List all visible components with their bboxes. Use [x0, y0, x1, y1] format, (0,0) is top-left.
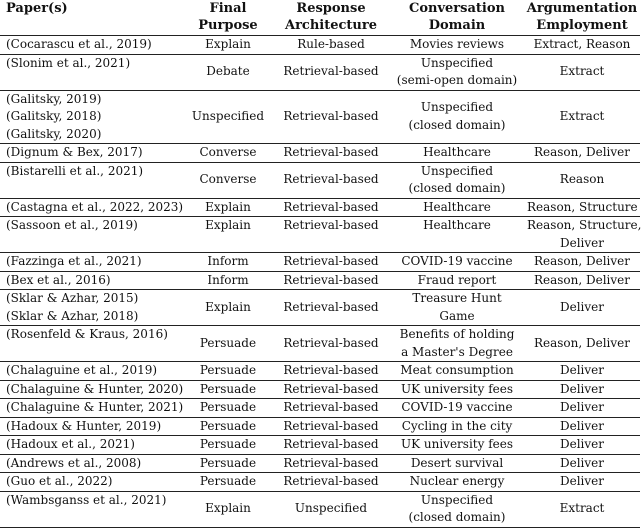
architecture-cell: Retrieval-based	[272, 162, 390, 198]
purpose-cell: Persuade	[184, 362, 272, 381]
architecture-cell: Retrieval-based	[272, 436, 390, 455]
architecture-cell: Retrieval-based	[272, 271, 390, 290]
employment-cell: Reason, Structure, Deliver	[524, 217, 640, 253]
employment-cell: Reason	[524, 162, 640, 198]
domain-cell: Unspecified (closed domain)	[390, 90, 524, 144]
employment-cell: Deliver	[524, 380, 640, 399]
employment-cell: Deliver	[524, 362, 640, 381]
employment-cell: Deliver	[524, 399, 640, 418]
paper-cell: (Chalaguine & Hunter, 2021)	[0, 399, 184, 418]
architecture-cell: Retrieval-based	[272, 54, 390, 90]
architecture-cell: Retrieval-based	[272, 290, 390, 326]
header-row	[0, 0, 640, 36]
employment-cell: Deliver	[524, 436, 640, 455]
employment-cell: Reason, Deliver	[524, 144, 640, 163]
paper-cell: (Wambsganss et al., 2021)	[0, 491, 184, 527]
architecture-cell: Unspecified	[272, 491, 390, 527]
employment-cell: Deliver	[524, 417, 640, 436]
purpose-cell: Explain	[184, 198, 272, 217]
architecture-cell: Retrieval-based	[272, 144, 390, 163]
employment-cell: Deliver	[524, 473, 640, 492]
architecture-cell: Rule-based	[272, 36, 390, 55]
domain-cell: UK university fees	[390, 436, 524, 455]
header-paper: Paper(s)	[0, 0, 184, 36]
purpose-cell: Persuade	[184, 380, 272, 399]
paper-cell: (Hadoux et al., 2021)	[0, 436, 184, 455]
purpose-cell: Persuade	[184, 417, 272, 436]
paper-cell: (Sassoon et al., 2019)	[0, 217, 184, 253]
architecture-cell: Retrieval-based	[272, 399, 390, 418]
purpose-cell: Inform	[184, 253, 272, 272]
purpose-cell: Explain	[184, 491, 272, 527]
table-row	[0, 326, 640, 362]
table-row	[0, 162, 640, 198]
header-final-purpose: Final Purpose	[184, 0, 272, 36]
domain-cell: Meat consumption	[390, 362, 524, 381]
table-row	[0, 399, 640, 418]
architecture-cell: Retrieval-based	[272, 198, 390, 217]
header-response-architecture: Response Architecture	[272, 0, 390, 36]
architecture-cell: Retrieval-based	[272, 380, 390, 399]
paper-cell: (Chalaguine & Hunter, 2020)	[0, 380, 184, 399]
domain-cell: Healthcare	[390, 198, 524, 217]
paper-cell: (Andrews et al., 2008)	[0, 454, 184, 473]
employment-cell: Extract	[524, 90, 640, 144]
purpose-cell: Debate	[184, 54, 272, 90]
table-row	[0, 290, 640, 326]
domain-cell: Unspecified (closed domain)	[390, 491, 524, 527]
purpose-cell: Persuade	[184, 399, 272, 418]
paper-cell: (Sklar & Azhar, 2015) (Sklar & Azhar, 2018)	[0, 290, 184, 326]
architecture-cell: Retrieval-based	[272, 90, 390, 144]
domain-cell: Healthcare	[390, 144, 524, 163]
architecture-cell: Retrieval-based	[272, 326, 390, 362]
purpose-cell: Explain	[184, 36, 272, 55]
paper-cell: (Fazzinga et al., 2021)	[0, 253, 184, 272]
employment-cell: Reason, Deliver	[524, 253, 640, 272]
architecture-cell: Retrieval-based	[272, 253, 390, 272]
paper-cell: (Chalaguine et al., 2019)	[0, 362, 184, 381]
purpose-cell: Converse	[184, 144, 272, 163]
domain-cell: Unspecified (closed domain)	[390, 162, 524, 198]
purpose-cell: Unspecified	[184, 90, 272, 144]
table-row	[0, 362, 640, 381]
table-row	[0, 380, 640, 399]
table-row	[0, 36, 640, 55]
domain-cell: Cycling in the city	[390, 417, 524, 436]
domain-cell: COVID-19 vaccine	[390, 399, 524, 418]
header-conversation-domain: Conversation Domain	[390, 0, 524, 36]
paper-cell: (Dignum & Bex, 2017)	[0, 144, 184, 163]
paper-cell: (Galitsky, 2019) (Galitsky, 2018) (Galitsky, 2020)	[0, 90, 184, 144]
purpose-cell: Converse	[184, 162, 272, 198]
table-row	[0, 436, 640, 455]
paper-cell: (Rosenfeld & Kraus, 2016)	[0, 326, 184, 362]
employment-cell: Reason, Deliver	[524, 271, 640, 290]
purpose-cell: Explain	[184, 217, 272, 253]
domain-cell: Nuclear energy	[390, 473, 524, 492]
paper-cell: (Bistarelli et al., 2021)	[0, 162, 184, 198]
purpose-cell: Inform	[184, 271, 272, 290]
architecture-cell: Retrieval-based	[272, 417, 390, 436]
paper-cell: (Hadoux & Hunter, 2019)	[0, 417, 184, 436]
paper-cell: (Slonim et al., 2021)	[0, 54, 184, 90]
architecture-cell: Retrieval-based	[272, 217, 390, 253]
employment-cell: Deliver	[524, 454, 640, 473]
purpose-cell: Persuade	[184, 473, 272, 492]
employment-cell: Extract	[524, 491, 640, 527]
employment-cell: Deliver	[524, 290, 640, 326]
domain-cell: Movies reviews	[390, 36, 524, 55]
domain-cell: Healthcare	[390, 217, 524, 253]
domain-cell: Treasure Hunt Game	[390, 290, 524, 326]
employment-cell: Reason, Structure	[524, 198, 640, 217]
paper-cell: (Castagna et al., 2022, 2023)	[0, 198, 184, 217]
table-row	[0, 491, 640, 527]
header-argumentation-employment: Argumentation Employment	[524, 0, 640, 36]
architecture-cell: Retrieval-based	[272, 454, 390, 473]
table-row	[0, 144, 640, 163]
employment-cell: Extract	[524, 54, 640, 90]
paper-cell: (Cocarascu et al., 2019)	[0, 36, 184, 55]
table-row	[0, 473, 640, 492]
paper-cell: (Guo et al., 2022)	[0, 473, 184, 492]
table-row	[0, 271, 640, 290]
purpose-cell: Persuade	[184, 326, 272, 362]
table-row	[0, 417, 640, 436]
table-row	[0, 90, 640, 144]
architecture-cell: Retrieval-based	[272, 473, 390, 492]
table-row	[0, 198, 640, 217]
table-body	[0, 36, 640, 528]
table-row	[0, 217, 640, 253]
purpose-cell: Persuade	[184, 454, 272, 473]
architecture-cell: Retrieval-based	[272, 362, 390, 381]
domain-cell: Unspecified (semi-open domain)	[390, 54, 524, 90]
purpose-cell: Persuade	[184, 436, 272, 455]
domain-cell: Benefits of holding a Master's Degree	[390, 326, 524, 362]
employment-cell: Reason, Deliver	[524, 326, 640, 362]
paper-cell: (Bex et al., 2016)	[0, 271, 184, 290]
domain-cell: COVID-19 vaccine	[390, 253, 524, 272]
domain-cell: Fraud report	[390, 271, 524, 290]
domain-cell: UK university fees	[390, 380, 524, 399]
domain-cell: Desert survival	[390, 454, 524, 473]
purpose-cell: Explain	[184, 290, 272, 326]
table-row	[0, 253, 640, 272]
table-row	[0, 54, 640, 90]
table-row	[0, 454, 640, 473]
employment-cell: Extract, Reason	[524, 36, 640, 55]
